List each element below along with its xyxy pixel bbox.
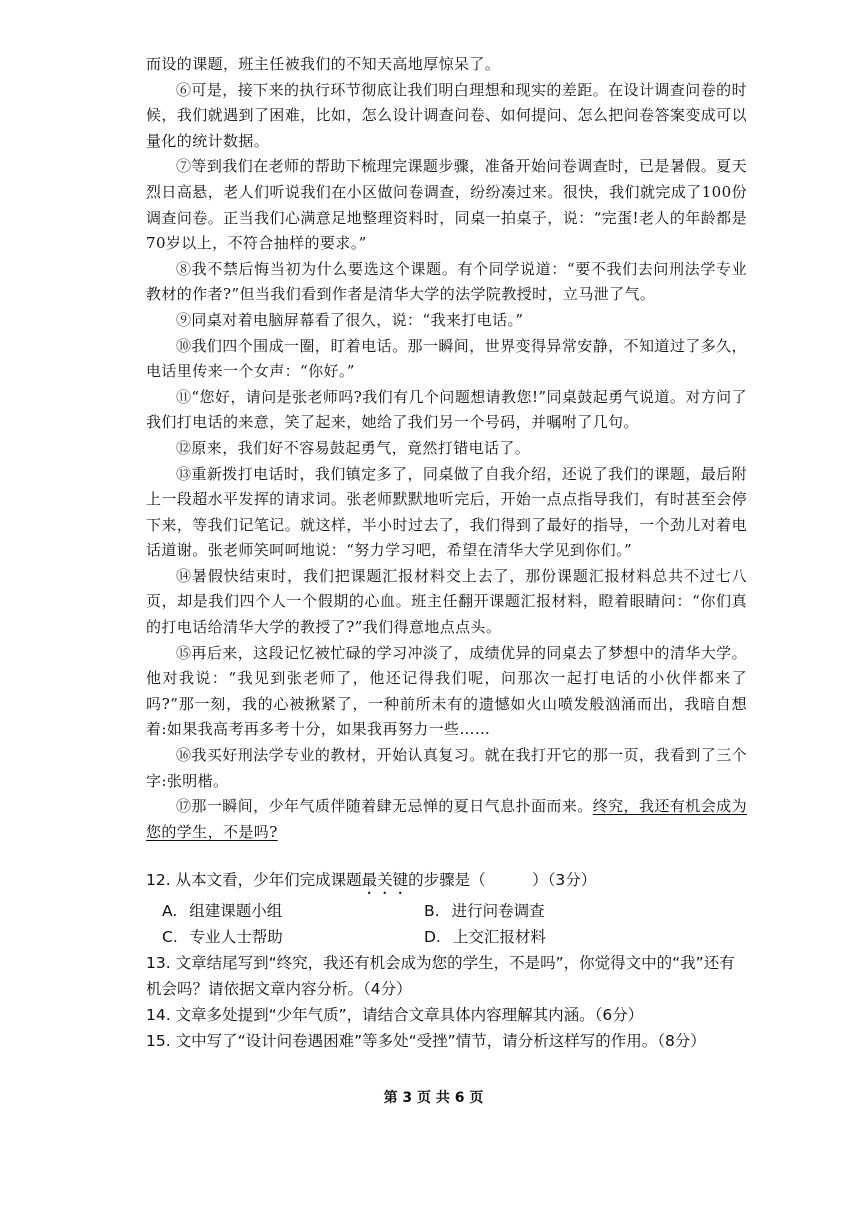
paragraph-5-end: 而设的课题，班主任被我们的不知天高地厚惊呆了。 bbox=[146, 55, 501, 73]
paragraph-14: ⑭暑假快结束时，我们把课题汇报材料交上去了，那份课题汇报材料总共不过七八页，却是我们四个人一个假期的心血。班主任翻开课题汇报材料，瞪着眼睛问：“你们真的打电话给清华大学的教授了?”我们得意地点点头。 bbox=[146, 566, 747, 637]
option-b bbox=[424, 898, 684, 924]
option-a-letter: A. bbox=[162, 902, 178, 921]
paragraph-6: ⑥可是，接下来的执行环节彻底让我们明白理想和现实的差距。在设计调查问卷的时候，我们就遇到了困难，比如，怎么设计调查问卷、如何提问、怎么把问卷答案变成可以量化的统计数据。 bbox=[146, 80, 747, 150]
question-12-suffix: 的步骤是（ ）（3分） bbox=[408, 871, 597, 890]
reading-passage bbox=[146, 52, 747, 845]
option-d-letter: D. bbox=[424, 928, 441, 947]
question-13: 13. 文章结尾写到“终究，我还有机会成为您的学生，不是吗”，你觉得文中的“我”还有机会吗？请依据文章内容分析。（4分） bbox=[146, 954, 735, 999]
paragraph-13: ⑬重新拨打电话时，我们镇定多了，同桌做了自我介绍，还说了我们的课题，最后附上一段超水平发挥的请求词。张老师默默地听完后，开始一点点指导我们，有时甚至会停下来，等我们记笔记。就这样，半小时过去了，我们得到了最好的指导，一个劲儿对着电话道谢。张老师笑呵呵地说：“努力学习吧，希望在清华大学见到你们。” bbox=[146, 464, 747, 560]
paragraph-7: ⑦等到我们在老师的帮助下梳理完课题步骤，准备开始问卷调查时，已是暑假。夏天烈日高悬，老人们听说我们在小区做问卷调查，纷纷凑过来。很快，我们就完成了100份调查问卷。正当我们心满意足地整理资料时，同桌一拍桌子，说：“完蛋!老人的年龄都是70岁以上，不符合抽样的要求。” bbox=[146, 157, 747, 253]
paragraph-10: ⑩我们四个围成一圈，盯着电话。那一瞬间，世界变得异常安静，不知道过了多久，电话里传来一个女声：“你好。” bbox=[146, 336, 747, 381]
option-b-text: 进行问卷调查 bbox=[451, 902, 545, 921]
paragraph-8: ⑧我不禁后悔当初为什么要选这个课题。有个同学说道：“要不我们去问刑法学专业教材的作者?”但当我们看到作者是清华大学的法学院教授时，立马泄了气。 bbox=[146, 259, 747, 304]
paragraph-17 bbox=[146, 794, 747, 845]
underlined-sentence: 终究，我还有机会成为您的学生，不是吗? bbox=[146, 797, 747, 841]
question-14: 14. 文章多处提到“少年气质”，请结合文章具体内容理解其内涵。（6分） bbox=[146, 1006, 644, 1025]
question-15: 15. 文中写了“设计问卷遇困难”等多处“受挫”情节，请分析这样写的作用。（8分） bbox=[146, 1032, 706, 1051]
paragraph-16: ⑯我买好刑法学专业的教材，开始认真复习。就在我打开它的那一页，我看到了三个字:张明楷。 bbox=[146, 746, 747, 790]
option-a-text: 组建课题小组 bbox=[189, 902, 283, 921]
paragraph-15: ⑮再后来，这段记忆被忙碌的学习冲淡了，成绩优异的同桌去了梦想中的清华大学。他对我说：“我见到张老师了，他还记得我们呢，问那次一起打电话的小伙伴都来了吗?”那一刻，我的心被揪紧了，一种前所未有的遗憾如火山喷发般汹涌而出，我暗自想着:如果我高考再多考十分，如果我再努力一些…… bbox=[146, 643, 747, 739]
paragraph-11: ⑪“您好，请问是张老师吗?我们有几个问题想请教您!”同桌鼓起勇气说道。对方问了我们打电话的来意，笑了起来，她给了我们另一个号码，并嘱咐了几句。 bbox=[146, 387, 747, 432]
page-number: 第 3 页 共 6 页 bbox=[383, 1090, 484, 1106]
paragraph-17-text: ⑰那一瞬间，少年气质伴随着肆无忌惮的夏日气息扑面而来。 bbox=[176, 797, 593, 816]
question-12-options bbox=[146, 898, 747, 950]
option-d-text: 上交汇报材料 bbox=[452, 928, 546, 947]
option-c-letter: C. bbox=[162, 928, 178, 947]
questions-section bbox=[146, 867, 747, 1054]
paragraph-12: ⑫原来，我们好不容易鼓起勇气，竟然打错电话了。 bbox=[176, 438, 531, 457]
option-a bbox=[162, 898, 424, 924]
paragraph-9: ⑨同桌对着电脑屏幕看了很久，说：“我来打电话。” bbox=[176, 310, 524, 329]
emphasized-word: 最关键 bbox=[361, 871, 409, 890]
option-b-letter: B. bbox=[424, 902, 440, 921]
option-c bbox=[162, 924, 424, 950]
question-12 bbox=[146, 867, 747, 898]
option-d bbox=[424, 924, 684, 950]
question-12-prefix: 12. 从本文看，少年们完成课题 bbox=[146, 871, 362, 890]
option-c-text: 专业人士帮助 bbox=[189, 928, 283, 947]
